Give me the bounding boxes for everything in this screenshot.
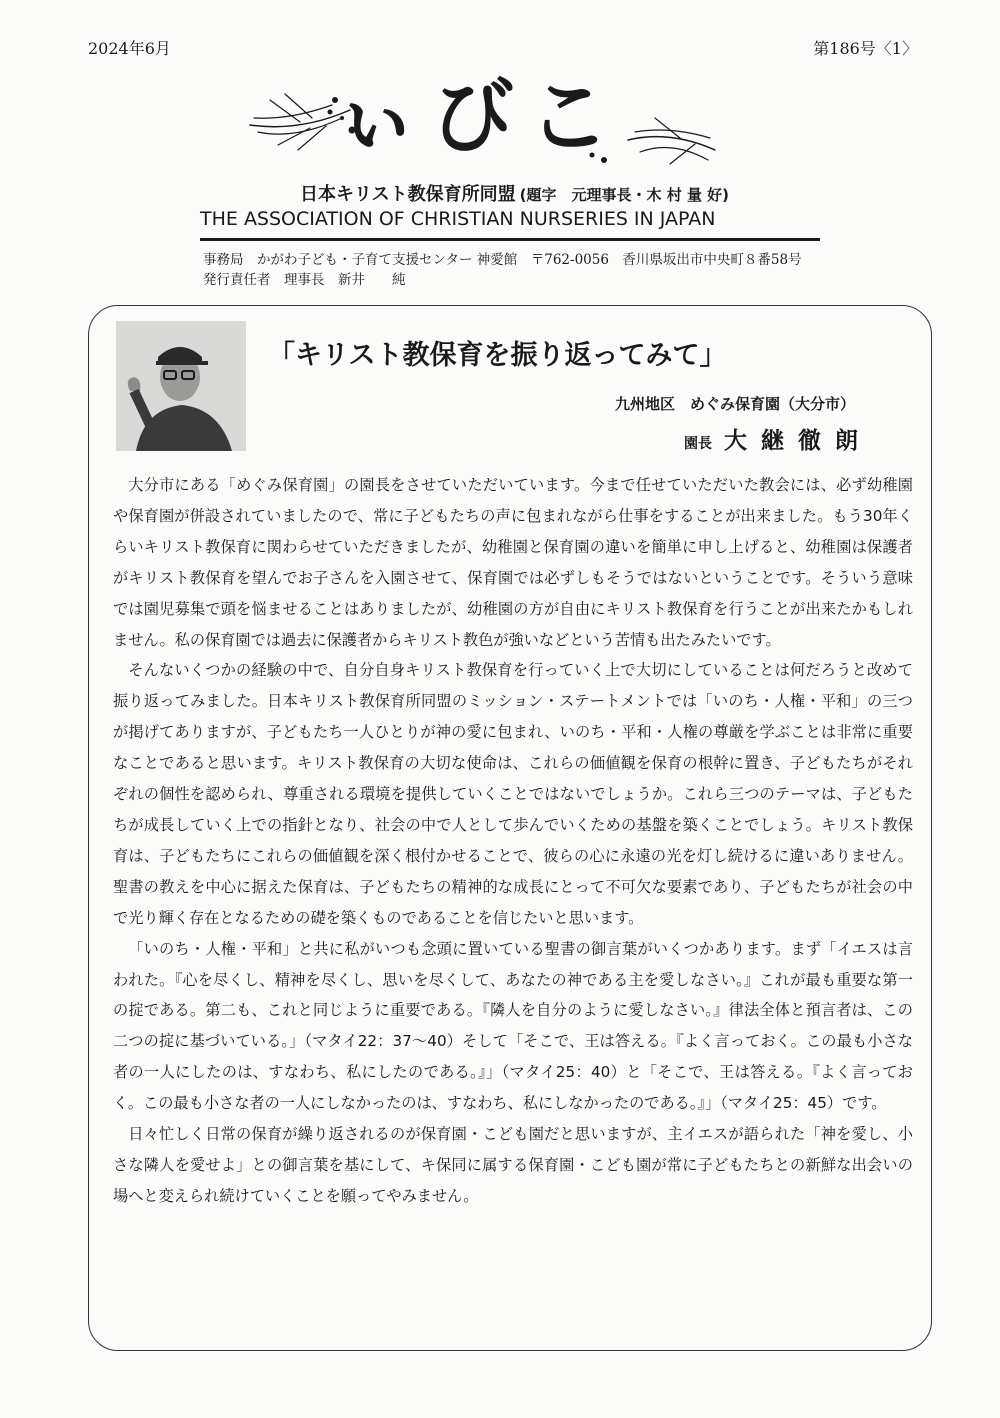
issue-date: 2024年6月 [88,39,171,58]
office-address: 事務局 かがわ子ども・子育て支援センター 神愛館 〒762-0056 香川県坂出市中央町８番58号 [203,252,802,268]
calligraphy-credit: (題字 元理事長・木 村 量 好) [519,186,730,204]
org-name-ja [300,180,729,206]
publisher: 発行責任者 理事長 新井 純 [203,272,406,288]
article-paragraph-3: 「いのち・人権・平和」と共に私がいつも念頭に置いている聖書の御言葉がいくつかあります。まず「イエスは言われた。『心を尽くし、精神を尽くし、思いを尽くして、あなたの神である主を愛しなさい。』これが最も重要な第一の掟である。第二も、これと同じように重要である。『隣人を自分のように愛しなさい。』律法全体と預言者は、この二つの掟に基づいている。」（マタイ22：37〜40）そして「そこで、王は答える。『よく言っておく。この最も小さな者の一人にしたのは、すなわち、私にしたのである。』」（マタイ25：40）と「そこで、王は答える。『よく言っておく。この最も小さな者の一人にしなかったのは、すなわち、私にしなかったのである。』」（マタイ25：45）です。 [113,939,913,1113]
article-paragraph-2: そんないくつかの経験の中で、自分自身キリスト教保育を行っていく上で大切にしていることは何だろうと改めて振り返ってみました。日本キリスト教保育所同盟のミッション・ステートメントでは「いのち・人権・平和」の三つが掲げてありますが、子どもたち一人ひとりが神の愛に包まれ、いのち・平和・人権の尊厳を学ぶことは非常に重要なことであると思います。キリスト教保育の大切な使命は、これらの価値観を保育の根幹に置き、子どもたちがそれぞれの個性を認められ、尊重される環境を提供していくことではないでしょうか。これら三つのテーマは、子どもたちが成長していく上での指針となり、社会の中で人として歩んでいくための基盤を築くことでしょう。キリスト教保育は、子どもたちにこれらの価値観を深く根付かせることで、彼らの心に永遠の光を灯し続けるに違いありません。聖書の教えを中心に据えた保育は、子どもたちの精神的な成長にとって不可欠な要素であり、子どもたちが社会の中で光り輝く存在となるための礎を築くものであることを信じたいと思います。 [113,661,913,927]
article-paragraph-4: 日々忙しく日常の保育が繰り返されるのが保育園・こども園だと思いますが、主イエスが語られた「神を愛し、小さな隣人を愛せよ」との御言葉を基にして、キ保同に属する保育園・こども園が常に子どもたちとの新鮮な出会いの場へと変えられ続けていくことを願ってやみません。 [113,1125,913,1205]
article-title: 「キリスト教保育を振り返ってみて」 [268,340,727,371]
author-name: 大継徹朗 [724,428,872,454]
author-photo [116,321,246,451]
author-name-line [684,422,872,455]
org-name-en: THE ASSOCIATION OF CHRISTIAN NURSERIES IN JAPAN [200,208,820,241]
author-role: 園長 [684,436,712,452]
org-name-ja-text: 日本キリスト教保育所同盟 [300,184,516,205]
masthead-logo-text: ぃびこ [335,69,625,165]
author-affiliation: 九州地区 めぐみ保育園（大分市） [614,395,855,413]
article-body [113,470,913,1212]
article-paragraph-1: 大分市にある「めぐみ保育園」の園長をさせていただいています。今まで任せていただいた教会には、必ず幼稚園や保育園が併設されていましたので、常に子どもたちの声に包まれながら仕事をすることが出来ました。もう30年くらいキリスト教保育に関わらせていただきましたが、幼稚園と保育園の違いを簡単に申し上げると、幼稚園は保護者がキリスト教保育を望んでお子さんを入園させて、保育園では必ずしもそうではないということです。そういう意味では園児募集で頭を悩ませることはありましたが、幼稚園の方が自由にキリスト教保育を行うことが出来たかもしれません。私の保育園では過去に保護者からキリスト教色が強いなどという苦情も出たみたいです。 [113,476,913,649]
issue-number: 第186号〈1〉 [813,39,918,58]
masthead-logo [240,60,720,180]
